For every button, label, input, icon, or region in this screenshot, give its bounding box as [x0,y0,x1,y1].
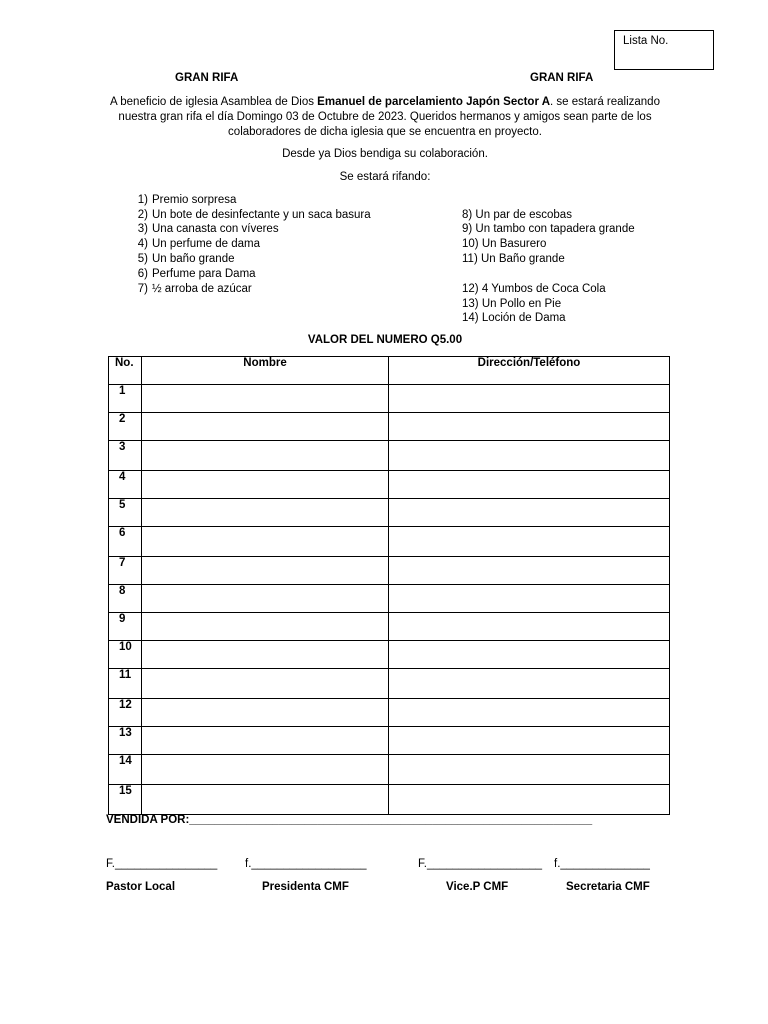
name-cell[interactable] [142,413,389,441]
row-number: 12 [109,699,142,727]
raffle-intro: Se estará rifando: [339,171,431,183]
row-number: 4 [109,471,142,499]
address-phone-cell[interactable] [389,527,670,557]
row-number: 1 [109,385,142,413]
row-number: 10 [109,641,142,669]
col-header-address-phone: Dirección/Teléfono [389,357,670,385]
row-number: 2 [109,413,142,441]
row-number: 13 [109,727,142,755]
row-number: 15 [109,785,142,815]
name-cell[interactable] [142,471,389,499]
row-number: 9 [109,613,142,641]
intro-part2: . se estará realizando nuestra gran rifa el día Domingo 03 de Octubre de 2023. Queridos hermanos y amigos sean parte de los colaboradores de dicha iglesia que se encuentra en proyecto. [118,96,660,138]
sold-by-line: VENDIDA POR:_______________________________________________________________ [106,814,593,826]
name-cell[interactable] [142,699,389,727]
name-cell[interactable] [142,585,389,613]
row-number: 11 [109,669,142,699]
address-phone-cell[interactable] [389,755,670,785]
list-number-label: Lista No. [623,35,669,47]
prize-item: 8) Un par de escobas [462,209,572,221]
table-row [109,441,670,471]
table-row [109,385,670,413]
table-row [109,413,670,441]
row-number: 3 [109,441,142,471]
signature-line-vice-president: F.__________________ [418,858,543,870]
address-phone-cell[interactable] [389,641,670,669]
role-vice-president: Vice.P CMF [446,881,509,893]
name-cell[interactable] [142,441,389,471]
list-number-box [614,30,714,70]
address-phone-cell[interactable] [389,699,670,727]
header-right: GRAN RIFA [530,72,594,84]
prize-item: 11) Un Baño grande [462,253,565,265]
prize-item: 13) Un Pollo en Pie [462,298,562,310]
prize-item: 9) Un tambo con tapadera grande [462,223,635,235]
row-number: 5 [109,499,142,527]
address-phone-cell[interactable] [389,727,670,755]
name-cell[interactable] [142,499,389,527]
row-number: 7 [109,557,142,585]
table-row [109,699,670,727]
buyers-table [108,356,670,815]
table-row [109,727,670,755]
role-secretary: Secretaria CMF [566,881,650,893]
table-row [109,755,670,785]
table-row [109,641,670,669]
address-phone-cell[interactable] [389,385,670,413]
signature-line-secretary: f.______________ [554,858,650,870]
name-cell[interactable] [142,527,389,557]
address-phone-cell[interactable] [389,441,670,471]
address-phone-cell[interactable] [389,785,670,815]
signature-line-pastor: F.________________ [106,858,218,870]
role-president: Presidenta CMF [262,881,349,893]
table-row [109,527,670,557]
row-number: 14 [109,755,142,785]
intro-paragraph [105,95,665,140]
header-left: GRAN RIFA [175,72,239,84]
name-cell[interactable] [142,755,389,785]
name-cell[interactable] [142,641,389,669]
address-phone-cell[interactable] [389,669,670,699]
address-phone-cell[interactable] [389,613,670,641]
table-row [109,785,670,815]
name-cell[interactable] [142,557,389,585]
col-header-number: No. [109,357,142,385]
table-row [109,499,670,527]
prize-item: 10) Un Basurero [462,238,547,250]
address-phone-cell[interactable] [389,557,670,585]
ticket-value: VALOR DEL NUMERO Q5.00 [307,334,463,346]
address-phone-cell[interactable] [389,585,670,613]
table-row [109,669,670,699]
table-row [109,557,670,585]
address-phone-cell[interactable] [389,471,670,499]
table-header-row [109,357,670,385]
table-row [109,585,670,613]
address-phone-cell[interactable] [389,413,670,441]
name-cell[interactable] [142,385,389,413]
blessing-line: Desde ya Dios bendiga su colaboración. [282,148,488,160]
intro-church-name: Emanuel de parcelamiento Japón Sector A [317,96,551,108]
prize-item: 12) 4 Yumbos de Coca Cola [462,283,606,295]
table-row [109,613,670,641]
table-row [109,471,670,499]
name-cell[interactable] [142,727,389,755]
signature-line-president: f.__________________ [245,858,367,870]
name-cell[interactable] [142,669,389,699]
row-number: 6 [109,527,142,557]
prize-item: 14) Loción de Dama [462,312,566,324]
address-phone-cell[interactable] [389,499,670,527]
row-number: 8 [109,585,142,613]
name-cell[interactable] [142,613,389,641]
col-header-name: Nombre [142,357,389,385]
name-cell[interactable] [142,785,389,815]
role-pastor: Pastor Local [106,881,176,893]
intro-part1: A beneficio de iglesia Asamblea de Dios [110,96,318,108]
